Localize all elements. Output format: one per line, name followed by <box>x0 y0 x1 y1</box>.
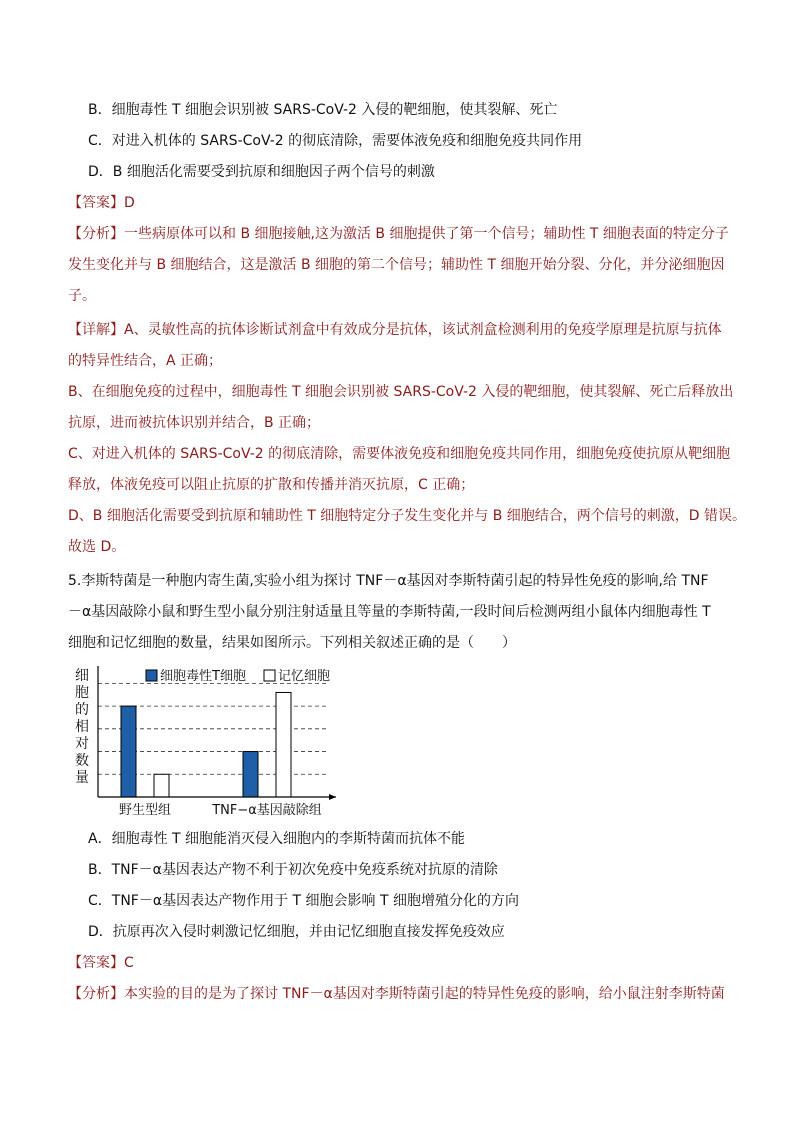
detail-tag: 【详解】 <box>68 322 124 338</box>
bar-memory-1 <box>276 692 291 797</box>
answer-4 <box>68 193 135 213</box>
analysis5-text: 本实验的目的是为了探讨 TNF－α基因对李斯特菌引起的特异性免疫的影响，给小鼠注射李斯特菌 <box>124 986 725 1002</box>
y-label-char: 相 <box>75 719 89 735</box>
question-5-line-2: －α基因敲除小鼠和野生型小鼠分别注射适量且等量的李斯特菌,一段时间后检测两组小鼠体内细胞毒性 T <box>68 604 711 620</box>
detail-line-7: D、B 细胞活化需要受到抗原和辅助性 T 细胞特定分子发生变化并与 B 细胞结合，两个信号的刺激，D 错误。 <box>68 508 747 524</box>
y-label-char: 细 <box>75 668 89 684</box>
detail-line-8: 故选 D。 <box>68 539 126 555</box>
option-d: D．B 细胞活化需要受到抗原和细胞因子两个信号的刺激 <box>88 164 435 180</box>
question-5-line-3: 细胞和记忆细胞的数量，结果如图所示。下列相关叙述正确的是（ ） <box>68 635 516 651</box>
q5-option-d: D．抗原再次入侵时刺激记忆细胞，并由记忆细胞直接发挥免疫效应 <box>88 924 505 940</box>
detail-line-1 <box>68 320 722 340</box>
bar-cytotoxic-t-1 <box>243 752 258 797</box>
legend-swatch <box>146 670 157 681</box>
detail-line-3: B、在细胞免疫的过程中，细胞毒性 T 细胞会识别被 SARS-CoV-2 入侵的靶细胞，使其裂解、死亡后释放出 <box>68 384 734 400</box>
x-tick-label: 野生型组 <box>118 803 172 818</box>
analysis-line-3: 子。 <box>68 288 96 304</box>
bars <box>121 692 291 797</box>
answer5-value: C <box>124 955 134 971</box>
analysis-text: 一些病原体可以和 B 细胞接触,这为激活 B 细胞提供了第一个信号；辅助性 T 细胞表面的特定分子 <box>124 226 729 242</box>
y-label-char: 胞 <box>75 685 89 701</box>
option-b: B．细胞毒性 T 细胞会识别被 SARS-CoV-2 入侵的靶细胞，使其裂解、死亡 <box>88 102 558 118</box>
bar-cytotoxic-t-0 <box>121 706 136 797</box>
q5-option-a: A．细胞毒性 T 细胞能消灭侵入细胞内的李斯特菌而抗体不能 <box>88 831 466 847</box>
y-label-char: 对 <box>75 736 89 752</box>
answer-tag: 【答案】 <box>68 195 124 211</box>
analysis5-tag: 【分析】 <box>68 986 124 1002</box>
analysis-tag: 【分析】 <box>68 226 124 242</box>
answer-5 <box>68 953 134 973</box>
question-5-line-1: 5.李斯特菌是一种胞内寄生菌,实验小组为探讨 TNF－α基因对李斯特菌引起的特异性免疫的影响,给 TNF <box>68 573 709 589</box>
detail-line-2: 的特异性结合，A 正确； <box>68 353 223 369</box>
bar-chart <box>70 660 350 820</box>
answer-value: D <box>124 195 135 211</box>
answer5-tag: 【答案】 <box>68 955 124 971</box>
detail-line-6: 释放，体液免疫可以阻止抗原的扩散和传播并消灭抗原，C 正确； <box>68 477 475 493</box>
bar-memory-0 <box>154 774 169 797</box>
analysis5-line-1 <box>68 984 725 1004</box>
detail-line-5: C、对进入机体的 SARS-CoV-2 的彻底清除，需要体液免疫和细胞免疫共同作用，细胞免疫使抗原从靶细胞 <box>68 446 731 462</box>
legend-label: 记忆细胞 <box>278 669 331 684</box>
option-c: C．对进入机体的 SARS-CoV-2 的彻底清除，需要体液免疫和细胞免疫共同作用 <box>88 133 583 149</box>
y-axis-label <box>75 668 89 786</box>
analysis-line-2: 发生变化并与 B 细胞结合，这是激活 B 细胞的第二个信号；辅助性 T 细胞开始分裂、分化，并分泌细胞因 <box>68 257 725 273</box>
legend <box>146 668 330 684</box>
y-label-char: 的 <box>75 702 89 718</box>
analysis-line-1 <box>68 224 729 244</box>
x-tick-label: TNF−α基因敲除组 <box>212 803 322 818</box>
x-tick-labels <box>119 802 322 818</box>
y-label-char: 数 <box>75 753 89 769</box>
detail-line-4: 抗原，进而被抗体识别并结合，B 正确； <box>68 415 321 431</box>
detail-text: A、灵敏性高的抗体诊断试剂盒中有效成分是抗体，该试剂盒检测利用的免疫学原理是抗原与抗体 <box>124 322 722 338</box>
legend-swatch <box>264 670 275 681</box>
legend-label: 细胞毒性T细胞 <box>160 669 246 684</box>
x-axis-arrow <box>329 794 336 800</box>
q5-option-b: B．TNF－α基因表达产物不利于初次免疫中免疫系统对抗原的清除 <box>88 862 498 878</box>
q5-option-c: C．TNF－α基因表达产物作用于 T 细胞会影响 T 细胞增殖分化的方向 <box>88 893 519 909</box>
y-label-char: 量 <box>75 770 89 786</box>
